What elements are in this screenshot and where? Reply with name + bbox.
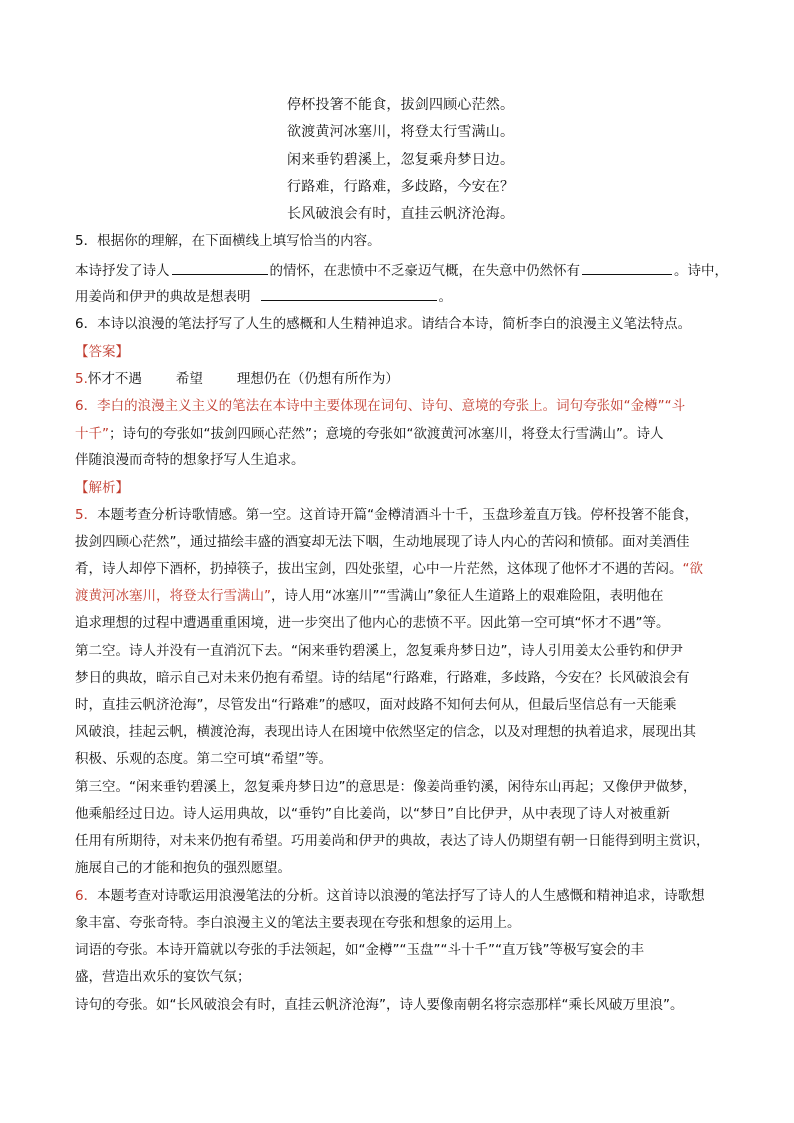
analysis-text: 施展自己的才能和抱负的强烈愿望。 (75, 860, 291, 876)
analysis-text: 本题考查对诗歌运用浪漫笔法的分析。这首诗以浪漫的笔法抒写了诗人的人生感慨和精神追求，诗歌想 (97, 888, 705, 904)
answer-5: 5.怀才不遇 希望 理想仍在（仍想有所作为） (75, 371, 399, 387)
analysis-text: 任用有所期待，对未来仍抱有希望。巧用姜尚和伊尹的典故，表达了诗人仍期望有朝一日能得到明主赏识， (75, 833, 710, 849)
analysis-text: 词语的夸张。本诗开篇就以夸张的手法领起，如“金樽”“玉盘”“斗十千”“直万钱”等极写宴会的丰 (75, 942, 644, 958)
analysis-text: 拔剑四顾心茫然”，通过描绘丰盛的酒宴却无法下咽，生动地展现了诗人内心的苦闷和愤郁。面对美酒佳 (75, 534, 690, 550)
analysis-line (75, 643, 725, 659)
poem-line: 欲渡黄河冰塞川，将登太行雪满山。 (287, 124, 515, 140)
analysis-line (75, 779, 725, 795)
analysis-line (75, 833, 725, 849)
analysis-line (75, 615, 725, 631)
analysis-line (75, 724, 725, 740)
analysis-text: 风破浪，挂起云帆，横渡沧海，表现出诗人在困境中依然坚定的信念，以及对理想的执着追求，展现出其 (75, 724, 696, 740)
analysis-text: 诗句的夸张。如“长风破浪会有时，直挂云帆济沧海”，诗人要像南朝名将宗悫那样“乘长风破万里浪”。 (75, 997, 684, 1013)
analysis-line (75, 969, 725, 985)
analysis-red-text: “欲 (682, 561, 703, 577)
analysis-text: 象丰富、夸张奇特。李白浪漫主义的笔法主要表现在夸张和想象的运用上。 (75, 915, 521, 931)
poem-line: 闲来垂钓碧溪上，忽复乘舟梦日边。 (287, 152, 515, 168)
analysis-red-text: 渡黄河冰塞川，将登太行雪满山” (75, 588, 271, 604)
analysis-line (75, 697, 725, 713)
analysis-line (75, 888, 725, 904)
analysis-red-text: 6． (75, 888, 98, 904)
analysis-text: 第二空。诗人并没有一直消沉下去。“闲来垂钓碧溪上，忽复乘舟梦日边”，诗人引用姜太公垂钓和伊尹 (75, 643, 683, 659)
analysis-line (75, 860, 725, 876)
question-6-title: 6．本诗以浪漫的笔法抒写了人生的感概和人生精神追求。请结合本诗，简析李白的浪漫主义笔法特点。 (75, 316, 692, 332)
analysis-red-text: 5． (75, 507, 98, 523)
analysis-text: ，诗人用“冰塞川”“雪满山”象征人生道路上的艰难险阻，表明他在 (271, 588, 664, 604)
question-5-title: 5．根据你的理解，在下面横线上填写恰当的内容。 (75, 233, 381, 249)
answer-6-line-1: 6．李白的浪漫主义主义的笔法在本诗中主要体现在词句、诗句、意境的夸张上。词句夸张如“金樽”“斗 (75, 398, 686, 414)
answer-blank-1[interactable] (172, 262, 268, 275)
analysis-text: 积极、乐观的态度。第二空可填“希望”等。 (75, 751, 332, 767)
poem-line: 长风破浪会有时，直挂云帆济沧海。 (287, 206, 515, 222)
analysis-text: 他乘船经过日边。诗人运用典故，以“垂钓”自比姜尚，以“梦日”自比伊尹，从中表现了诗人对被重新 (75, 806, 670, 822)
answer-blank-3[interactable] (261, 288, 437, 301)
analysis-line (75, 915, 725, 931)
analysis-text: 本题考查分析诗歌情感。第一空。这首诗开篇“金樽清酒斗十千，玉盘珍羞直万钱。停杯投箸不能食， (97, 507, 699, 523)
question-5-line-1: 本诗抒发了诗人 的情怀，在悲愤中不乏豪迈气概，在失意中仍然怀有 。诗中， (75, 263, 728, 279)
analysis-line (75, 670, 725, 686)
analysis-text: 肴，诗人却停下酒杯，扔掉筷子，拔出宝剑，四处张望，心中一片茫然，这体现了他怀才不遇的苦闷。 (75, 561, 683, 577)
analysis-line (75, 942, 725, 958)
analysis-line (75, 806, 725, 822)
analysis-line (75, 588, 725, 604)
analysis-line (75, 534, 725, 550)
analysis-text: 第三空。“闲来垂钓碧溪上，忽复乘舟梦日边”的意思是：像姜尚垂钓溪，闲待东山再起；又像伊尹做梦， (75, 779, 697, 795)
analysis-text: 梦日的典故，暗示自己对未来仍抱有希望。诗的结尾“行路难，行路难，多歧路，今安在？长风破浪会有 (75, 670, 690, 686)
analysis-text: 追求理想的过程中遭遇重重困境，进一步突出了他内心的悲愤不平。因此第一空可填“怀才不遇”等。 (75, 615, 670, 631)
analysis-line (75, 997, 725, 1013)
analysis-line (75, 507, 725, 523)
poem-line: 行路难，行路难，多歧路，今安在？ (287, 179, 515, 195)
analysis-text: 盛，营造出欢乐的宴饮气氛； (75, 969, 251, 985)
analysis-heading: 【解析】 (75, 480, 129, 496)
analysis-line (75, 751, 725, 767)
poem-line: 停杯投箸不能食，拔剑四顾心茫然。 (287, 97, 515, 113)
analysis-text: 时，直挂云帆济沧海”，尽管发出“行路难”的感叹，面对歧路不知何去何从，但最后坚信总有一天能乘 (75, 697, 677, 713)
answer-6-line-2: 十千”；诗句的夸张如“拔剑四顾心茫然”；意境的夸张如“欲渡黄河冰塞川，将登太行雪满山”。诗人 (75, 426, 664, 442)
question-5-line-2: 用姜尚和伊尹的典故是想表明 。 (75, 289, 452, 305)
answer-6-line-3: 伴随浪漫而奇特的想象抒写人生追求。 (75, 452, 305, 468)
answer-heading: 【答案】 (75, 344, 129, 360)
answer-blank-2[interactable] (582, 262, 672, 275)
analysis-line (75, 561, 725, 577)
